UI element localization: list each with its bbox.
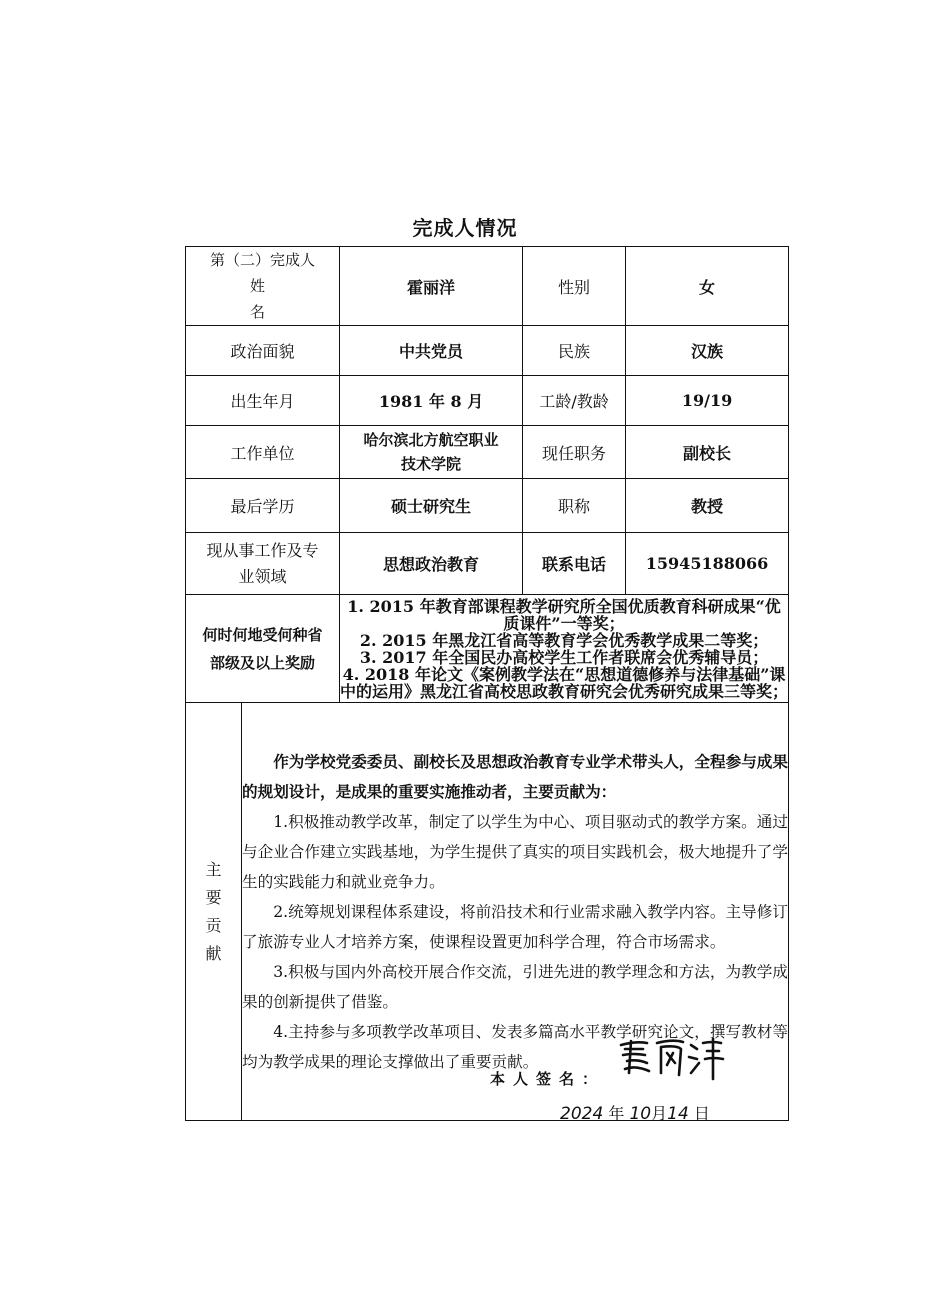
list-item: 1. 2015 年教育部课程教学研究所全国优质教育科研成果“优质课件”一等奖； <box>347 596 781 633</box>
awards-list <box>340 595 789 703</box>
birth-label: 出生年月 <box>186 376 340 426</box>
info-table <box>185 246 789 1124</box>
political-label: 政治面貌 <box>186 326 340 376</box>
contribution-item: 3.积极与国内外高校开展合作交流，引进先进的教学理念和方法，为教学成果的创新提供了借鉴。 <box>242 962 789 1011</box>
contribution-item: 4.主持参与多项教学改革项目、发表多篇高水平教学研究论文，撰写教材等均为教学成果的理论支撑做出了重要贡献。 <box>242 1022 789 1071</box>
education-value: 硕士研究生 <box>340 479 523 533</box>
contribution-label: 主 要 贡 献 <box>186 703 242 1121</box>
field-value: 思想政治教育 <box>340 533 523 595</box>
name-label: 第（二）完成人 姓 名 <box>186 247 340 326</box>
phone-value: 15945188066 <box>626 533 789 595</box>
list-item: 2. 2015 年黑龙江省高等教育学会优秀教学成果二等奖； <box>359 630 769 650</box>
contribution-text <box>242 703 789 1124</box>
date-day: 14 <box>667 1104 689 1124</box>
contribution-item: 2.统筹规划课程体系建设，将前沿技术和行业需求融入教学内容。主导修订了旅游专业人才培养方案，使课程设置更加科学合理，符合市场需求。 <box>242 902 789 951</box>
table-row <box>186 703 789 1121</box>
position-label: 现任职务 <box>523 426 626 479</box>
political-value: 中共党员 <box>340 326 523 376</box>
name-value: 霍丽洋 <box>340 247 523 326</box>
signature-image <box>617 1033 727 1081</box>
employer-value: 哈尔滨北方航空职业技术学院 <box>340 426 523 479</box>
seniority-value: 19/19 <box>626 376 789 426</box>
date-year: 2024 <box>560 1104 604 1124</box>
contribution-item: 1.积极推动教学改革，制定了以学生为中心、项目驱动式的教学方案。通过与企业合作建立实践基地，为学生提供了真实的项目实践机会，极大地提升了学生的实践能力和就业竞争力。 <box>242 812 789 891</box>
title-value: 教授 <box>626 479 789 533</box>
employer-label: 工作单位 <box>186 426 340 479</box>
position-value: 副校长 <box>626 426 789 479</box>
table-row <box>186 595 789 703</box>
page-title: 完成人情况 <box>412 216 518 240</box>
table-row <box>186 247 789 326</box>
table-row <box>186 326 789 376</box>
signature-label: 本人签名： <box>490 1070 606 1088</box>
ethnicity-label: 民族 <box>523 326 626 376</box>
awards-label: 何时何地受何种省部级及以上奖励 <box>186 595 340 703</box>
table-row <box>186 376 789 426</box>
list-item: 4. 2018 年论文《案例教学法在“思想道德修养与法律基础”课中的运用》黑龙江省高校思政教育研究会优秀研究成果三等奖； <box>340 664 789 701</box>
title-label: 职称 <box>523 479 626 533</box>
birth-value: 1981 年 8 月 <box>340 376 523 426</box>
phone-label: 联系电话 <box>523 533 626 595</box>
date-month: 10 <box>629 1104 652 1124</box>
gender-label: 性别 <box>523 247 626 326</box>
seniority-label: 工龄/教龄 <box>523 376 626 426</box>
table-row <box>186 533 789 595</box>
education-label: 最后学历 <box>186 479 340 533</box>
signature-date: 2024 年 10月14 日 <box>560 1104 710 1124</box>
table-row <box>186 426 789 479</box>
field-label: 现从事工作及专业领域 <box>186 533 340 595</box>
contribution-intro: 作为学校党委委员、副校长及思想政治教育专业学术带头人，全程参与成果的规划设计，是成果的重要实施推动者，主要贡献为： <box>242 751 789 801</box>
gender-value: 女 <box>626 247 789 326</box>
list-item: 3. 2017 年全国民办高校学生工作者联席会优秀辅导员； <box>359 647 769 667</box>
ethnicity-value: 汉族 <box>626 326 789 376</box>
table-row <box>186 479 789 533</box>
